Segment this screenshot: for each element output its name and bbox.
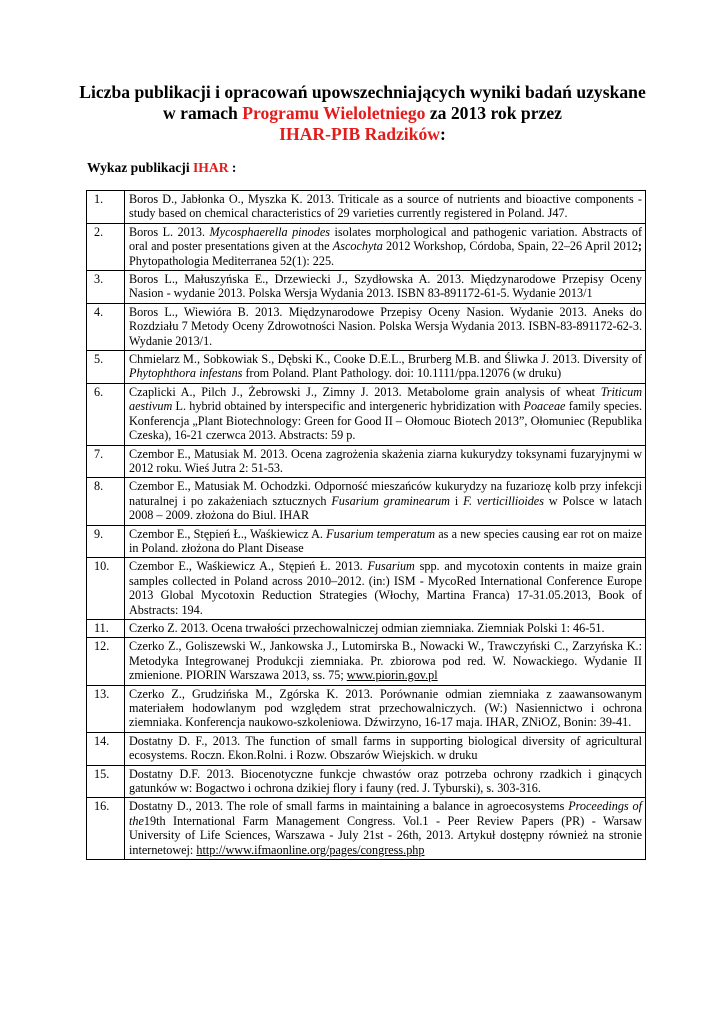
publications-table-body xyxy=(87,191,646,860)
citation-link[interactable]: http://www.ifmaonline.org/pages/congress.php xyxy=(196,842,425,857)
citation-text: Czembor E., Matusiak M. Ochodzki. Odporność mieszańców kukurydzy na fuzariozę kolb przy infekcji naturalnej i po zakażeniach sztucznych xyxy=(129,479,642,508)
citation-text: spp. and mycotoxin contents in maize grain samples collected in Poland across 2010–2012. (in:) ISM - MycoRed International Conference Europe 2013 Global Mycotoxin Reduction Strategies (Włochy, Martina Franca) 17-31.05.2013, Book of Abstracts: 194. xyxy=(129,559,642,617)
section-heading-pre: Wykaz publikacji xyxy=(87,160,194,175)
publication-number: 3. xyxy=(87,271,125,304)
citation-italic-text: Proceedings of the xyxy=(129,799,642,828)
citation-italic-text: Triticum aestivum xyxy=(129,384,642,414)
citation-text: i xyxy=(450,493,464,508)
publication-row xyxy=(87,223,646,270)
publication-number: 12. xyxy=(87,638,125,685)
publication-row xyxy=(87,638,646,685)
citation-italic-text: Fusarium xyxy=(367,559,415,574)
citation-italic-text: Phytophthora infestans xyxy=(129,366,243,381)
citation-text: 2012 Workshop, Córdoba, Spain, 22–26 April 2012 xyxy=(382,239,638,254)
publication-citation xyxy=(125,685,646,732)
publication-citation xyxy=(125,525,646,558)
citation-text: Boros L. 2013. xyxy=(129,224,210,239)
citation-bold-text: ; xyxy=(637,239,642,254)
citation-text: Boros D., Jabłonka O., Myszka K. 2013. Triticale as a source of nutrients and bioactive components - study based on chemical characteristics of 29 varieties currently registered in Poland. J47. xyxy=(129,192,642,221)
publication-citation xyxy=(125,223,646,270)
publication-citation xyxy=(125,303,646,350)
publication-citation xyxy=(125,383,646,445)
publication-row xyxy=(87,558,646,620)
citation-text: Chmielarz M., Sobkowiak S., Dębski K., Cooke D.E.L., Brurberg M.B. and Śliwka J. 2013. Diversity of xyxy=(129,352,642,367)
publication-number: 11. xyxy=(87,619,125,637)
publication-number: 6. xyxy=(87,383,125,445)
publication-row xyxy=(87,525,646,558)
institute-name: IHAR-PIB Radzików xyxy=(279,124,440,144)
publication-number: 16. xyxy=(87,798,125,860)
citation-text: L. hybrid obtained by interspecific and intergeneric hybridization with xyxy=(172,399,524,414)
section-heading-post: : xyxy=(228,160,237,175)
publication-number: 15. xyxy=(87,765,125,798)
citation-text: Boros L., Małuszyńska E., Drzewiecki J., Szydłowska A. 2013. Międzynarodowe Przepisy Oceny Nasion - wydanie 2013. Polska Wersja Wydania 2013. ISBN 83-891172-61-5. Wydanie 2013/1 xyxy=(129,272,642,301)
citation-text: Phytopathologia Mediterranea 52(1): 225. xyxy=(129,253,335,268)
citation-text: Dostatny D. F., 2013. The function of small farms in supporting biological diversity of agricultural ecosystems. Roczn. Ekon.Rolni. i Rozw. Obszarów Wiejskich. w druku xyxy=(129,733,642,763)
publication-row xyxy=(87,383,646,445)
citation-text: Czembor E., Matusiak M. 2013. Ocena zagrożenia skażenia ziarna kukurydzy toksynami fuzaryjnymi w 2012 roku. Wieś Jutra 2: 51-53. xyxy=(129,446,642,475)
publication-number: 5. xyxy=(87,351,125,384)
citation-text: Czerko Z., Goliszewski W., Jankowska J., Lutomirska B., Nowacki W., Trawczyński C., Zarzyńska K.: Metodyka Integrowanej Produkcji ziemniaka. Pr. zbiorowa pod red. W. Nowackiego. Wydanie II zmienione. PIORIN Warszawa 2013, ss. 75; xyxy=(129,639,642,683)
publication-number: 2. xyxy=(87,223,125,270)
publication-number: 10. xyxy=(87,558,125,620)
citation-text: 19th International Farm Management Congress. Vol.1 - Peer Review Papers (PR) - Warsaw University of Life Sciences, Warszawa - July 21st - 26th, 2013. Artykuł dostępny również na stronie internetowej: xyxy=(129,813,642,857)
publication-citation xyxy=(125,271,646,304)
publication-number: 14. xyxy=(87,732,125,765)
publications-table xyxy=(86,190,646,860)
citation-italic-text: Mycosphaerella pinodes xyxy=(209,224,330,239)
publication-row xyxy=(87,271,646,304)
citation-italic-text: Fusarium graminearum xyxy=(331,493,450,508)
citation-text: Czembor E., Stępień Ł., Waśkiewicz A. xyxy=(129,526,327,541)
publication-citation xyxy=(125,732,646,765)
title-line-2-pre: w ramach xyxy=(163,103,243,123)
publication-number: 4. xyxy=(87,303,125,350)
citation-text: w Polsce w latach 2008 – 2009. złożona do Biul. IHAR xyxy=(129,493,642,523)
publication-row xyxy=(87,685,646,732)
section-heading xyxy=(87,160,236,176)
citation-text: Dostatny D.F. 2013. Biocenotyczne funkcje chwastów oraz potrzeba ochrony rzadkich i ginących gatunków w: Bogactwo i ochrona dzikiej flory i fauny (red. J. Tyburski), s. 303-316. xyxy=(129,766,642,796)
publication-row xyxy=(87,445,646,478)
citation-text: as a new species causing ear rot on maize in Poland. złożona do Plant Disease xyxy=(129,526,642,555)
publication-row xyxy=(87,619,646,637)
program-name: Programu Wieloletniego xyxy=(242,103,426,123)
publication-citation xyxy=(125,638,646,685)
title-line-2 xyxy=(40,103,685,124)
publication-row xyxy=(87,478,646,525)
publication-citation xyxy=(125,478,646,525)
citation-text: Czembor E., Waśkiewicz A., Stępień Ł. 2013. xyxy=(129,559,368,574)
title-line-2-post: za 2013 rok przez xyxy=(425,103,562,123)
citation-text: Czerko Z. 2013. Ocena trwałości przechowalniczej odmian ziemniaka. Ziemniak Polski 1: 46-51. xyxy=(129,620,605,635)
citation-text: Dostatny D., 2013. The role of small farms in maintaining a balance in agroecosystems xyxy=(129,799,569,814)
publication-row xyxy=(87,732,646,765)
publication-citation xyxy=(125,765,646,798)
title-line-3-post: : xyxy=(439,124,446,144)
publication-row xyxy=(87,191,646,224)
citation-text: Czerko Z., Grudzińska M., Zgórska K. 2013. Porównanie odmian ziemniaka z zaawansowanym materiałem hodowlanym pod względem strat przechowalniczych. (W:) Nasiennictwo i ochrona ziemniaka. Konferencja naukowo-szkoleniowa. Dźwirzyno, 16-17 maja. IHAR, ZNiOZ, Bonin: 39-41. xyxy=(129,686,642,730)
citation-italic-text: Poaceae xyxy=(523,399,566,414)
citation-link[interactable]: www.piorin.gov.pl xyxy=(346,668,438,683)
publication-number: 1. xyxy=(87,191,125,224)
publication-number: 13. xyxy=(87,685,125,732)
publication-citation xyxy=(125,445,646,478)
publication-citation xyxy=(125,619,646,637)
publication-row xyxy=(87,798,646,860)
document-title xyxy=(40,82,685,145)
citation-text: Czaplicki A., Pilch J., Żebrowski J., Zimny J. 2013. Metabolome grain analysis of wheat xyxy=(129,384,601,399)
citation-text: isolates morphological and pathogenic variation. Abstracts of oral and poster presentations given at the xyxy=(129,224,642,254)
section-heading-institute: IHAR xyxy=(193,160,229,175)
publication-citation xyxy=(125,798,646,860)
publication-citation xyxy=(125,351,646,384)
citation-italic-text: Fusarium temperatum xyxy=(326,526,436,541)
citation-italic-text: Ascochyta xyxy=(332,239,383,254)
publication-citation xyxy=(125,558,646,620)
citation-italic-text: F. verticillioides xyxy=(463,493,544,508)
publication-citation xyxy=(125,191,646,224)
publication-row xyxy=(87,303,646,350)
citation-text: Boros L., Wiewióra B. 2013. Międzynarodowe Przepisy Oceny Nasion. Wydanie 2013. Aneks do Rozdziału 7 Metody Oceny Zdrowotności Nasion. Polska Wersja Wydania 2013. ISBN-83-891172-62-3. Wydanie 2013/1. xyxy=(129,304,642,348)
publication-number: 7. xyxy=(87,445,125,478)
publication-row xyxy=(87,351,646,384)
publication-row xyxy=(87,765,646,798)
title-line-1: Liczba publikacji i opracowań upowszechniających wyniki badań uzyskane xyxy=(79,82,646,102)
publication-number: 8. xyxy=(87,478,125,525)
citation-text: family species. Konferencja „Plant Biotechnology: Green for Good II – Ołomouc Biotech 2013”, Ołomuniec (Republika Czeska), 16-21 czerwca 2013. Abstracts: 59 p. xyxy=(129,399,642,443)
title-line-3 xyxy=(40,124,685,145)
publication-number: 9. xyxy=(87,525,125,558)
citation-text: from Poland. Plant Pathology. doi: 10.1111/ppa.12076 (w druku) xyxy=(242,366,562,381)
